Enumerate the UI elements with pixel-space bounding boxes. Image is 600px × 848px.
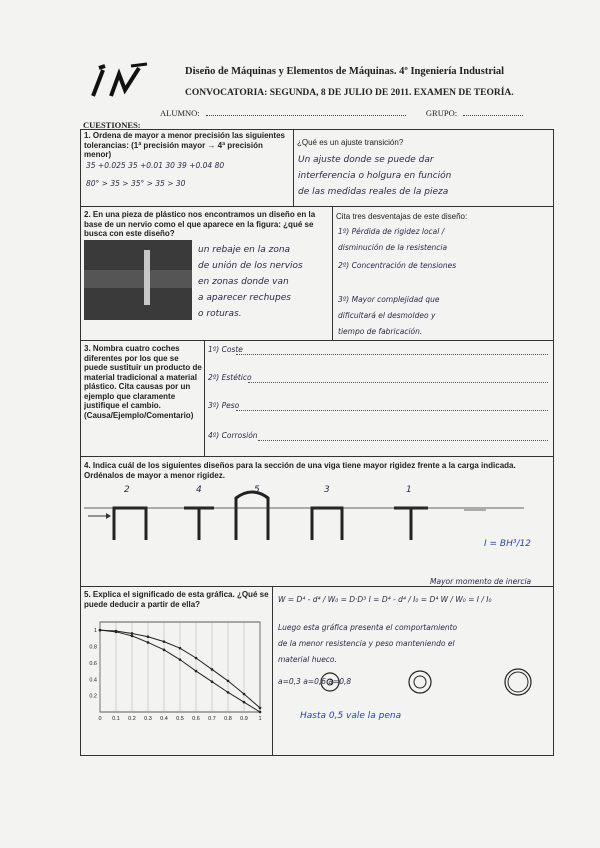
q2-answer-2: de unión de los nervios [198,261,303,271]
inertia-formula: I = BH³/12 [484,539,531,549]
chart-point [131,635,133,637]
q-desventajas-answer-4: 3º) Mayor complejidad que [338,295,440,304]
q-ajuste-answer-1: Un ajuste donde se puede dar [298,155,434,165]
q1-text: 1. Ordena de mayor a menor precisión las siguientes tolerancias: (1ª precisión mayor → 4ª precisión menor) [84,131,285,159]
hollow-shaft-chart [86,618,266,726]
q4-text: 4. Indica cuál de los siguientes diseños para la sección de una viga tiene mayor rigidez frente a la carga indicada. Ordénalos de mayor a menor rigidez. [84,461,516,480]
chart-x-tick-label: 0.7 [208,716,216,722]
alumno-label: ALUMNO: [160,108,200,118]
q-ajuste-answer-3: de las medidas reales de la pieza [298,187,449,197]
chart-point [211,681,213,683]
chart-point [195,657,197,659]
q4-side-note: Mayor momento de inercia [430,577,532,586]
q3-answer-3: 3º) Peso [208,401,240,410]
q2-text: 2. En una pieza de plástico nos encontramos un diseño en la base de un nervio como el que aparece en la figura: ¿qué se busca con este diseño? [84,210,316,238]
q-desventajas-answer-6: tiempo de fabricación. [338,327,423,336]
q5-blue-note: Hasta 0,5 vale la pena [300,711,402,721]
q5-formula-line: W = D⁴ - d⁴ / W₀ = D·D³ I = D⁴ - d⁴ / I₀ = D⁴ W / W₀ = I / I₀ [278,595,492,604]
cuestiones-label: CUESTIONES: [83,120,141,130]
chart-x-tick-label: 0.4 [160,716,168,722]
chart-point [147,642,149,644]
chart-y-tick-label: 1 [93,628,97,635]
chart-point [179,647,181,649]
chart-x-tick-label: 0.6 [192,716,200,722]
q2-answer-5: o roturas. [198,309,242,319]
chart-x-tick-label: 0.3 [144,716,152,722]
q-desventajas-answer-5: dificultará el desmoldeo y [338,311,436,320]
q3-text: 3. Nombra cuatro coches diferentes por los que se puede sustituir un producto de material tradicional a material plástico. Cita causas por un ejemplo que claramente justifique el cambio. (Causa/Ejemplo/Comentario) [84,344,202,420]
hollow-circles-diagram [300,664,550,700]
chart-y-tick-label: 0.8 [89,644,97,651]
q3-answer-2: 2º) Estético [208,373,252,382]
beam-sections-diagram [84,480,554,580]
q2-answer-4: a aparecer rechupes [198,293,291,303]
chart-x-tick-label: 0.2 [128,716,136,722]
chart-point [99,629,101,631]
chart-point [259,707,261,709]
q5-answer-1: Luego esta gráfica presenta el comportamiento [278,623,458,632]
chart-point [227,692,229,694]
beam-label-2: 4 [196,485,202,495]
chart-x-tick-label: 1 [258,716,262,722]
grupo-label: GRUPO: [425,108,458,118]
chart-y-tick-label: 0.4 [89,677,97,684]
university-logo-icon [85,62,155,102]
chart-point [163,641,165,643]
chart-x-tick-label: 0.5 [176,716,184,722]
q-desventajas-answer-1: 1º) Pérdida de rigidez local / [338,227,445,236]
chart-point [195,670,197,672]
chart-point [227,680,229,682]
q5-text: 5. Explica el significado de esta gráfica. ¿Qué se puede deducir a partir de ella? [84,590,269,609]
rib-design-photo [84,240,192,320]
beam-label-1: 2 [124,485,130,495]
q-desventajas-answer-3: 2º) Concentración de tensiones [338,261,457,270]
beam-label-3: 5 [254,485,260,495]
q5-answer-2: de la menor resistencia y peso manteniendo el [278,639,455,648]
chart-point [243,693,245,695]
q1-answer-line1: 35 +0.025 35 +0.01 30 39 +0.04 80 [86,161,225,170]
q-desventajas-answer-2: disminución de la resistencia [338,243,448,252]
alumno-row [160,108,523,118]
chart-point [163,649,165,651]
chart-point [147,636,149,638]
q3-answer-1: 1º) Coste [208,345,243,354]
q-ajuste-answer-2: interferencia o holgura en función [298,171,452,181]
q1-answer-line2: 80° > 35 > 35° > 35 > 30 [86,179,186,188]
chart-x-tick-label: 0.1 [112,716,120,722]
chart-x-tick-label: 0 [98,716,102,722]
q-ajuste-text: ¿Qué es un ajuste transición? [297,138,404,147]
chart-point [179,659,181,661]
chart-point [131,633,133,635]
q2-answer-3: en zonas donde van [198,277,289,287]
chart-y-tick-label: 0.2 [89,693,97,700]
chart-x-tick-label: 0.9 [240,716,248,722]
q2-answer-1: un rebaje en la zona [198,245,291,255]
chart-point [243,701,245,703]
q5-circles-text: a=0,3 a=0,6 a=0,8 [278,677,352,686]
q3-answer-4: 4º) Corrosión [208,431,258,440]
exam-convocatoria: CONVOCATORIA: SEGUNDA, 8 DE JULIO DE 2011. EXAMEN DE TEORÍA. [185,88,514,98]
chart-point [211,669,213,671]
q-desventajas-text: Cita tres desventajas de este diseño: [336,212,468,221]
chart-x-tick-label: 0.8 [224,716,232,722]
chart-y-tick-label: 0.6 [89,660,97,667]
beam-label-4: 3 [324,485,330,495]
chart-point [259,711,261,713]
chart-point [115,631,117,633]
beam-label-5: 1 [406,485,412,495]
exam-title: Diseño de Máquinas y Elementos de Máquinas. 4º Ingeniería Industrial [185,66,505,77]
q5-answer-3: material hueco. [278,655,337,664]
